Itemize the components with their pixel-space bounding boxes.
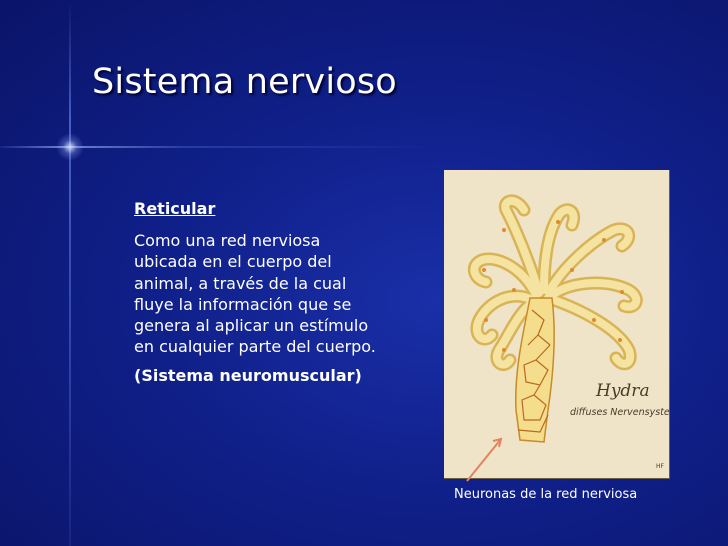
hydra-drawing	[444, 170, 669, 478]
decor-horizontal-line	[0, 146, 728, 148]
slide-title: Sistema nervioso	[92, 62, 397, 102]
hydra-illustration	[444, 170, 670, 479]
body-text: Como una red nerviosa ubicada en el cuerpo del animal, a través de la cual fluye la información que se genera al aplicar un estímulo en cualquier parte del cuerpo.	[134, 231, 376, 357]
hydra-corner-mark: HF	[656, 463, 664, 470]
hydra-label-subtitle: diffuses Nervensystem	[570, 407, 669, 418]
text-block	[134, 199, 384, 385]
decor-sparkle	[56, 133, 84, 161]
hydra-label-title: Hydra	[596, 381, 650, 401]
illustration-caption: Neuronas de la red nerviosa	[454, 487, 638, 502]
pointer-arrow-icon	[455, 435, 505, 483]
section-heading: Reticular	[134, 199, 216, 218]
note-text: (Sistema neuromuscular)	[134, 365, 362, 385]
decor-vertical-line	[69, 0, 71, 546]
